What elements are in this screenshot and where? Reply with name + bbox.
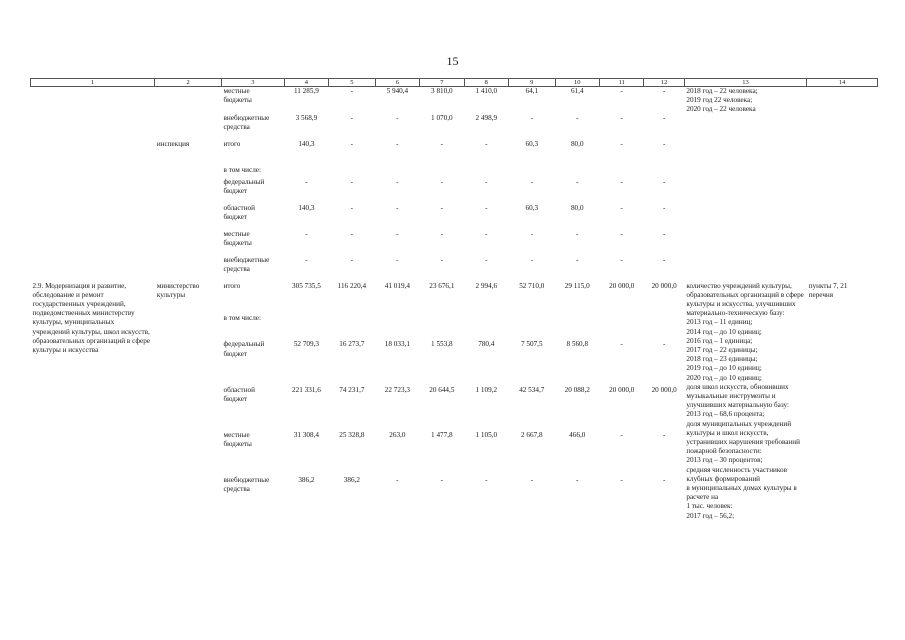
funding-source: итого bbox=[223, 139, 241, 148]
col-num-4: 4 bbox=[284, 79, 328, 87]
program-item-name bbox=[31, 140, 155, 282]
amount-cell bbox=[555, 314, 599, 340]
amount-cell: - bbox=[396, 177, 399, 186]
table-body bbox=[31, 87, 878, 521]
amount-cell: - bbox=[662, 203, 666, 212]
amount-cell: - bbox=[576, 177, 579, 186]
amount-cell bbox=[509, 166, 555, 178]
amount-cell: - bbox=[396, 203, 399, 212]
amount-cell: 60,3 bbox=[525, 203, 539, 212]
amount-cell: 2 994,6 bbox=[475, 281, 498, 290]
funding-source: федеральный бюджет bbox=[223, 177, 265, 195]
col-num-11: 11 bbox=[599, 79, 643, 87]
amount-cell: - bbox=[350, 203, 354, 212]
amount-cell: 64,1 bbox=[525, 87, 539, 95]
amount-cell: 386,2 bbox=[343, 475, 360, 484]
amount-cell: 1 109,2 bbox=[475, 385, 498, 394]
amount-cell: - bbox=[350, 87, 354, 95]
indicators-cell: 2018 год – 22 человека; 2019 год 22 человека; 2020 год – 22 человека bbox=[686, 87, 758, 114]
amount-cell bbox=[644, 166, 684, 178]
amount-cell: - bbox=[662, 255, 666, 264]
amount-cell: 305 735,5 bbox=[292, 281, 321, 290]
amount-cell bbox=[329, 314, 375, 340]
funding-source: местные бюджеты bbox=[223, 430, 252, 448]
amount-cell: 42 534,7 bbox=[519, 385, 545, 394]
amount-cell: - bbox=[350, 255, 354, 264]
amount-cell: 1 070,0 bbox=[431, 113, 453, 122]
amount-cell: 5 940,4 bbox=[386, 87, 409, 95]
items-cell: пункты 7, 21 перечня bbox=[808, 281, 848, 299]
program-item-name bbox=[31, 87, 155, 140]
amount-cell: - bbox=[440, 255, 444, 264]
amount-cell: 20 000,0 bbox=[651, 281, 677, 290]
amount-cell: - bbox=[440, 139, 444, 148]
amount-cell: - bbox=[662, 87, 666, 95]
amount-cell: - bbox=[662, 340, 666, 349]
amount-cell: - bbox=[350, 113, 354, 122]
col-num-1: 1 bbox=[31, 79, 155, 87]
amount-cell bbox=[420, 314, 464, 340]
funding-source: внебюджетные средства bbox=[223, 113, 270, 131]
amount-cell: 2 667,8 bbox=[520, 430, 543, 439]
amount-cell: 140,3 bbox=[298, 203, 315, 212]
amount-cell bbox=[329, 166, 375, 178]
amount-cell: - bbox=[396, 229, 399, 238]
amount-cell: - bbox=[620, 113, 623, 122]
col-num-9: 9 bbox=[509, 79, 555, 87]
amount-cell: 780,4 bbox=[478, 340, 495, 349]
amount-cell: - bbox=[620, 475, 623, 484]
table-row bbox=[31, 87, 878, 114]
indicators-cell bbox=[684, 140, 806, 282]
amount-cell: - bbox=[350, 229, 354, 238]
amount-cell: 8 560,8 bbox=[566, 340, 589, 349]
amount-cell: 25 328,8 bbox=[339, 430, 365, 439]
amount-cell: 1 553,8 bbox=[431, 340, 453, 349]
amount-cell: - bbox=[485, 255, 488, 264]
amount-cell: 61,4 bbox=[570, 87, 584, 95]
amount-cell: - bbox=[305, 177, 308, 186]
amount-cell: 29 115,0 bbox=[564, 281, 590, 290]
amount-cell: - bbox=[620, 87, 623, 95]
amount-cell: - bbox=[576, 475, 579, 484]
budget-table bbox=[30, 78, 878, 521]
col-num-14: 14 bbox=[807, 79, 878, 87]
amount-cell: 11 285,9 bbox=[293, 87, 319, 95]
amount-cell: - bbox=[440, 203, 444, 212]
amount-cell: - bbox=[396, 139, 399, 148]
amount-cell: 74 231,7 bbox=[339, 385, 365, 394]
amount-cell: 20 000,0 bbox=[651, 385, 677, 394]
program-item-name: 2.9. Модернизация и развитие, обследование и ремонт государственных учреждений, подведомственных министерству культуры, муниципальных учреждений культуры, школ искусств, образовательных организаций в сфере культуры и искусства bbox=[32, 281, 150, 354]
amount-cell: - bbox=[485, 203, 488, 212]
table-row bbox=[31, 140, 878, 166]
amount-cell: 20 644,5 bbox=[429, 385, 455, 394]
amount-cell: - bbox=[530, 255, 533, 264]
amount-cell bbox=[375, 166, 419, 178]
amount-cell: - bbox=[576, 113, 579, 122]
amount-cell bbox=[284, 314, 328, 340]
amount-cell: 20 088,2 bbox=[564, 385, 590, 394]
funding-source: местные бюджеты bbox=[223, 229, 252, 247]
amount-cell bbox=[464, 314, 508, 340]
amount-cell: - bbox=[396, 113, 399, 122]
indicators-cell: количество учреждений культуры, образовательных организаций в сфере культуры и искусства, улучшивших материально-техническую базу: 2013 год – 11 единиц; 2014 год – до 10 единиц; 2016 год – 1 единица; 2017 год – 22 единицы; 2018 год – 23 единицы; 2019 год – до 10 единиц; 2020 год – до 10 единиц; доля школ искусств, обновивших музыкальные инструменты и улучшивших материальную базу: 2013 год – 68,6 процента; доля муниципальных учреждений культуры и школ искусств, устранивших нарушения требований пожарной безопасности: 2013 год – 30 процентов; средняя численность участников клубных формирований в муниципальных домах культуры в расчете на 1 тыс. человек: 2017 год – 56,2; bbox=[686, 281, 804, 520]
amount-cell: - bbox=[620, 255, 623, 264]
amount-cell: - bbox=[576, 255, 579, 264]
funding-source: итого bbox=[223, 281, 241, 290]
amount-cell bbox=[599, 314, 643, 340]
amount-cell: - bbox=[662, 139, 666, 148]
amount-cell: 3 568,9 bbox=[295, 113, 318, 122]
col-num-8: 8 bbox=[464, 79, 508, 87]
amount-cell: 263,0 bbox=[389, 430, 406, 439]
items-cell bbox=[807, 140, 878, 282]
amount-cell: 1 477,8 bbox=[431, 430, 453, 439]
col-num-2: 2 bbox=[155, 79, 222, 87]
items-cell bbox=[807, 87, 878, 140]
amount-cell: 18 033,1 bbox=[384, 340, 410, 349]
amount-cell: 1 105,0 bbox=[475, 430, 498, 439]
amount-cell: 52 710,0 bbox=[519, 281, 545, 290]
amount-cell: - bbox=[530, 177, 533, 186]
amount-cell: - bbox=[485, 177, 488, 186]
amount-cell: 7 507,5 bbox=[520, 340, 543, 349]
amount-cell: - bbox=[530, 229, 533, 238]
amount-cell: - bbox=[620, 229, 623, 238]
amount-cell: - bbox=[485, 229, 488, 238]
amount-cell: - bbox=[440, 229, 444, 238]
amount-cell bbox=[375, 314, 419, 340]
amount-cell: - bbox=[396, 255, 399, 264]
amount-cell bbox=[284, 166, 328, 178]
amount-cell: - bbox=[620, 139, 623, 148]
amount-cell: 22 723,3 bbox=[384, 385, 410, 394]
funding-source: внебюджетные средства bbox=[223, 475, 270, 493]
amount-cell: 80,0 bbox=[570, 139, 584, 148]
funding-source: в том числе: bbox=[223, 314, 261, 323]
amount-cell bbox=[644, 314, 684, 340]
col-num-12: 12 bbox=[644, 79, 684, 87]
amount-cell: 80,0 bbox=[570, 203, 584, 212]
amount-cell: - bbox=[305, 255, 308, 264]
funding-source: в том числе: bbox=[223, 165, 261, 174]
amount-cell: 3 810,0 bbox=[431, 87, 453, 95]
executor-cell bbox=[155, 87, 222, 140]
col-num-7: 7 bbox=[420, 79, 464, 87]
amount-cell: 2 498,9 bbox=[475, 113, 498, 122]
amount-cell: 386,2 bbox=[298, 475, 315, 484]
amount-cell: - bbox=[620, 203, 623, 212]
amount-cell: - bbox=[620, 340, 623, 349]
amount-cell: 16 273,7 bbox=[339, 340, 365, 349]
amount-cell: - bbox=[485, 139, 488, 148]
amount-cell: 31 308,4 bbox=[293, 430, 319, 439]
amount-cell: 1 410,0 bbox=[475, 87, 498, 95]
col-num-3: 3 bbox=[222, 79, 285, 87]
amount-cell: - bbox=[662, 229, 666, 238]
funding-source: областной бюджет bbox=[223, 203, 255, 221]
amount-cell: 23 676,1 bbox=[429, 281, 455, 290]
col-num-10: 10 bbox=[555, 79, 599, 87]
amount-cell bbox=[509, 314, 555, 340]
amount-cell: - bbox=[396, 475, 399, 484]
executor-cell: министерство культуры bbox=[156, 281, 200, 299]
funding-source: областной бюджет bbox=[223, 385, 255, 403]
amount-cell: 116 220,4 bbox=[337, 281, 367, 290]
amount-cell: 221 331,6 bbox=[292, 385, 321, 394]
amount-cell bbox=[555, 166, 599, 178]
amount-cell: - bbox=[305, 229, 308, 238]
amount-cell: - bbox=[662, 430, 666, 439]
amount-cell: 20 000,0 bbox=[609, 281, 635, 290]
amount-cell: - bbox=[350, 139, 354, 148]
amount-cell bbox=[420, 166, 464, 178]
amount-cell: - bbox=[662, 113, 666, 122]
amount-cell: 20 000,0 bbox=[609, 385, 635, 394]
executor-cell: инспекция bbox=[156, 139, 190, 148]
column-number-row bbox=[31, 79, 878, 87]
amount-cell: - bbox=[530, 113, 533, 122]
amount-cell: - bbox=[662, 177, 666, 186]
amount-cell: - bbox=[620, 177, 623, 186]
amount-cell bbox=[464, 166, 508, 178]
col-num-6: 6 bbox=[375, 79, 419, 87]
amount-cell: - bbox=[662, 475, 666, 484]
page-number: 15 bbox=[446, 54, 459, 68]
table-row bbox=[31, 282, 878, 315]
funding-source: местные бюджеты bbox=[223, 87, 252, 105]
amount-cell: 41 019,4 bbox=[384, 281, 410, 290]
amount-cell: - bbox=[620, 430, 623, 439]
amount-cell: - bbox=[440, 475, 444, 484]
amount-cell: 60,3 bbox=[525, 139, 539, 148]
col-num-5: 5 bbox=[329, 79, 375, 87]
amount-cell: - bbox=[440, 177, 444, 186]
amount-cell: - bbox=[350, 177, 354, 186]
amount-cell: 52 709,3 bbox=[293, 340, 319, 349]
amount-cell: 466,0 bbox=[569, 430, 586, 439]
funding-source: внебюджетные средства bbox=[223, 255, 270, 273]
amount-cell: 140,3 bbox=[298, 139, 315, 148]
amount-cell bbox=[599, 166, 643, 178]
amount-cell: - bbox=[530, 475, 533, 484]
col-num-13: 13 bbox=[684, 79, 806, 87]
amount-cell: - bbox=[576, 229, 579, 238]
amount-cell: - bbox=[485, 475, 488, 484]
funding-source: федеральный бюджет bbox=[223, 340, 265, 358]
